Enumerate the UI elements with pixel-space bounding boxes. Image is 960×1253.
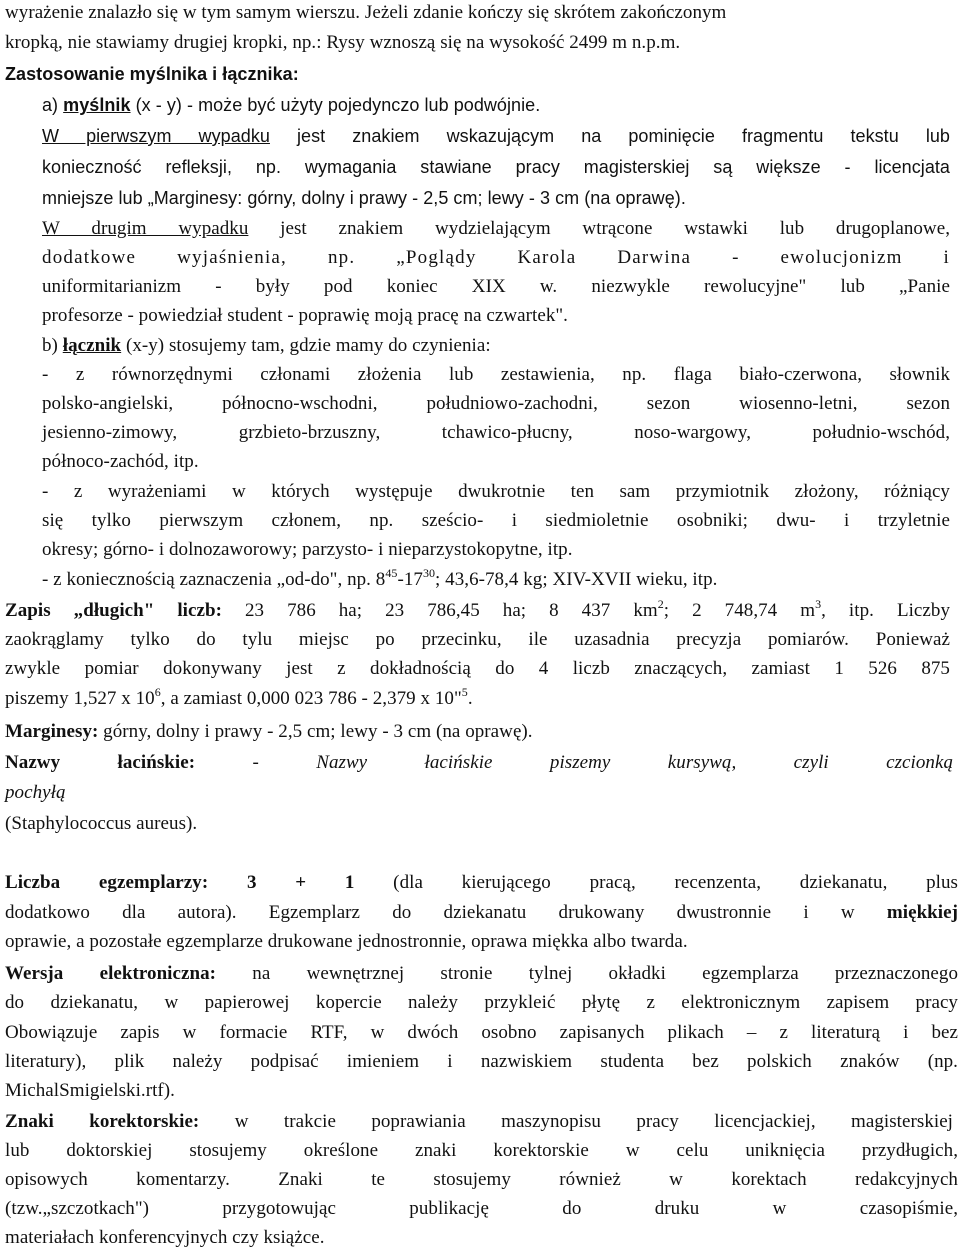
latin-names-line-2: pochyłą <box>5 782 66 803</box>
second-case-example-2: uniformitarianizm - były pod koniec XIX w. niezwykle rewolucyjne" lub „Panie <box>42 276 950 297</box>
dash-term: myślnik <box>63 95 131 115</box>
hyphen-rule-2-example-1: się tylko pierwszym członem, np. sześcio- i siedmioletnie osobniki; dwu- i trzyletnie <box>42 510 950 531</box>
second-case-example-1: dodatkowe wyjaśnienia, np. „Poglądy Karola Darwina - ewolucjonizm i <box>42 247 950 268</box>
copies-line-3: oprawie, a pozostałe egzemplarze drukowane jednostronnie, oprawa miękka albo twarda. <box>5 931 688 952</box>
electronic-line-4: literatury), plik należy podpisać imieniem i nazwiskiem studenta bez polskich znaków (np. <box>5 1051 958 1072</box>
second-case-example-3: profesorze - powiedział student - poprawię moją pracę na czwartek". <box>42 305 568 326</box>
latin-names-line: Nazwy łacińskie: - Nazwy łacińskie piszemy kursywą, czyli czcionką <box>5 752 953 773</box>
long-numbers-line-2: zaokrąglamy tylko do tylu miejsc po przecinku, ile uzasadnia precyzja pomiarów. Ponieważ <box>5 629 950 650</box>
hyphen-term: łącznik <box>62 335 122 356</box>
hyphen-rule-2-example-2: okresy; górno- i dolnozaworowy; parzysto- i nieparzystokopytne, itp. <box>42 539 573 560</box>
electronic-line-3: Obowiązuje zapis w formacie RTF, w dwóch osobno zapisanych plikach – z literaturą i bez <box>5 1022 958 1043</box>
proof-marks-line-3: opisowych komentarzy. Znaki te stosujemy również w korektach redakcyjnych <box>5 1169 958 1190</box>
long-numbers-line-4: piszemy 1,527 x $10^6$, a zamiast 0,000 023 786 - 2,379 x 10"$^5$. <box>5 685 473 709</box>
hyphen-examples-1: polsko-angielski, północno-wschodni, południowo-zachodni, sezon wiosenno-letni, sezon <box>42 393 950 414</box>
hyphen-rule-1: - z równorzędnymi członami złożenia lub zestawienia, np. flaga biało-czerwona, słownik <box>42 364 950 385</box>
text-line-1: wyrażenie znalazło się w tym samym wierszu. Jeżeli zdanie kończy się skrótem zakończonym <box>5 2 727 23</box>
text-line-2: kropką, nie stawiamy drugiej kropki, np.: Rysy wznoszą się na wysokość 2499 m n.p.m. <box>5 32 681 53</box>
proof-marks-line-5: materiałach konferencyjnych czy książce. <box>5 1227 325 1248</box>
second-case-line: W drugim wypadku jest znakiem wydzielającym wtrącone wstawki lub drugoplanowe, <box>42 218 950 239</box>
first-case-example: konieczność refleksji, np. wymagania stawiane pracy magisterskiej są większe - licencjata <box>42 157 950 177</box>
hyphen-rule-2: - z wyrażeniami w których występuje dwukrotnie ten sam przymiotnik złożony, różniący <box>42 481 950 502</box>
copies-line-2: dodatkowo dla autora). Egzemplarz do dziekanatu drukowany dwustronnie i w miękkiej <box>5 902 958 923</box>
heading-dash-hyphen: Zastosowanie myślnika i łącznika: <box>5 64 299 84</box>
first-case-line: W pierwszym wypadku jest znakiem wskazującym na pominięcie fragmentu tekstu lub <box>42 126 950 146</box>
proof-marks-line-1: Znaki korektorskie: w trakcie poprawiania maszynopisu pracy licencjackiej, magisterskiej <box>5 1111 954 1132</box>
copies-line-1: Liczba egzemplarzy: 3 + 1 (dla kierującego pracą, recenzenta, dziekanatu, plus <box>5 872 958 893</box>
margins-example: mniejsze lub „Marginesy: górny, dolny i prawy - 2,5 cm; lewy - 3 cm (na oprawę). <box>42 188 686 208</box>
proof-marks-line-2: lub doktorskiej stosujemy określone znaki korektorskie w celu uniknięcia przydługich, <box>5 1140 958 1161</box>
long-numbers-heading-line: Zapis „długich" liczb: 23 786 ha; 23 786,45 ha; 8 437 $km^2$; 2 748,74 $m^3$, itp. Liczby <box>5 597 950 621</box>
latin-example: (Staphylococcus aureus). <box>5 813 198 834</box>
electronic-line-5: MichalSmigielski.rtf). <box>5 1080 175 1101</box>
electronic-line-1: Wersja elektroniczna: na wewnętrznej stronie tylnej okładki egzemplarza przeznaczonego <box>5 963 958 984</box>
dash-item: a) myślnik (x - y) - może być użyty pojedynczo lub podwójnie. <box>42 95 541 115</box>
long-numbers-line-3: zwykle pomiar dokonywany jest z dokładnością do 4 liczb znaczących, zamiast 1 526 875 <box>5 658 950 679</box>
hyphen-rule-3: - z koniecznością zaznaczenia „od-do", np. $8^{45}-17^{30}$; 43,6-78,4 kg; XIV-XVII wieku, itp. <box>42 566 718 590</box>
hyphen-examples-2: jesienno-zimowy, grzbieto-brzuszny, tchawico-płucny, noso-wargowy, południo-wschód, <box>42 422 950 443</box>
margins-line: Marginesy: górny, dolny i prawy - 2,5 cm; lewy - 3 cm (na oprawę). <box>5 721 533 742</box>
proof-marks-line-4: (tzw.„szczotkach") przygotowując publikację do druku w czasopiśmie, <box>5 1198 958 1219</box>
electronic-line-2: do dziekanatu, w papierowej kopercie należy przykleić płytę z elektronicznym zapisem pracy <box>5 992 958 1013</box>
hyphen-item: b) łącznik (x-y) stosujemy tam, gdzie mamy do czynienia: <box>42 335 491 356</box>
hyphen-examples-3: północo-zachód, itp. <box>42 451 199 472</box>
